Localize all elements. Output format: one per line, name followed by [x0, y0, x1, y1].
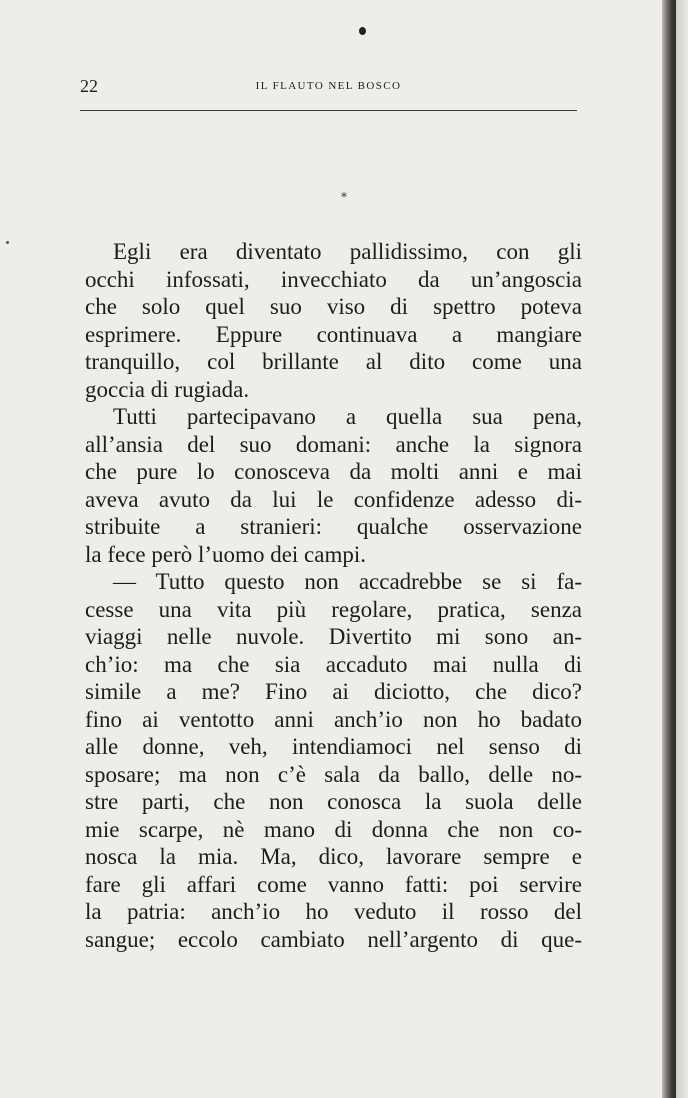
page-edge [676, 0, 688, 1098]
text-line: fino ai ventotto anni anch’io non ho badato [85, 706, 582, 732]
ink-dot [359, 27, 366, 35]
text-line: fare gli affari come vanno fatti: poi servire [85, 871, 582, 897]
text-line: Egli era diventato pallidissimo, con gli [113, 239, 582, 264]
text-line: ch’io: ma che sia accaduto mai nulla di [85, 651, 582, 677]
text-line: viaggi nelle nuvole. Divertito mi sono an- [85, 624, 582, 649]
text-line: simile a me? Fino ai diciotto, che dico? [85, 679, 582, 704]
text-line: aveva avuto da lui le confidenze adesso di- [85, 486, 582, 512]
text-line: che pure lo conosceva da molti anni e mai [85, 459, 582, 484]
body-text [85, 238, 582, 953]
text-line: goccia di rugiada. [85, 376, 250, 402]
section-break: * [341, 190, 347, 204]
running-title: IL FLAUTO NEL BOSCO [255, 80, 402, 92]
text-line: all’ansia del suo domani: anche la signora [85, 431, 582, 457]
text-line: mie scarpe, nè mano di donna che non co- [85, 816, 582, 842]
page-number: 22 [80, 76, 98, 96]
text-line: esprimere. Eppure continuava a mangiare [85, 321, 582, 347]
page-binding-shadow [662, 0, 676, 1098]
text-line: la fece però l’uomo dei campi. [85, 541, 366, 567]
text-line: — Tutto questo non accadrebbe se si fa- [113, 569, 582, 594]
text-line: tranquillo, col brillante al dito come una [85, 349, 582, 374]
ink-speck [6, 241, 9, 244]
header-rule [80, 110, 577, 111]
text-line: Tutti partecipavano a quella sua pena, [113, 404, 582, 429]
text-line: che solo quel suo viso di spettro poteva [85, 294, 582, 319]
text-line: sposare; ma non c’è sala da ballo, delle no- [85, 761, 582, 787]
text-line: sangue; eccolo cambiato nell’argento di que- [85, 926, 582, 952]
text-line: alle donne, veh, intendiamoci nel senso di [85, 734, 582, 759]
text-line: la patria: anch’io ho veduto il rosso del [85, 899, 582, 924]
text-line: cesse una vita più regolare, pratica, senza [85, 596, 582, 622]
text-line: nosca la mia. Ma, dico, lavorare sempre e [85, 844, 582, 869]
text-line: stribuite a stranieri: qualche osservazione [85, 514, 582, 539]
page-header [80, 76, 577, 100]
text-line: stre parti, che non conosca la suola delle [85, 789, 582, 814]
text-line: occhi infossati, invecchiato da un’angoscia [85, 266, 582, 292]
